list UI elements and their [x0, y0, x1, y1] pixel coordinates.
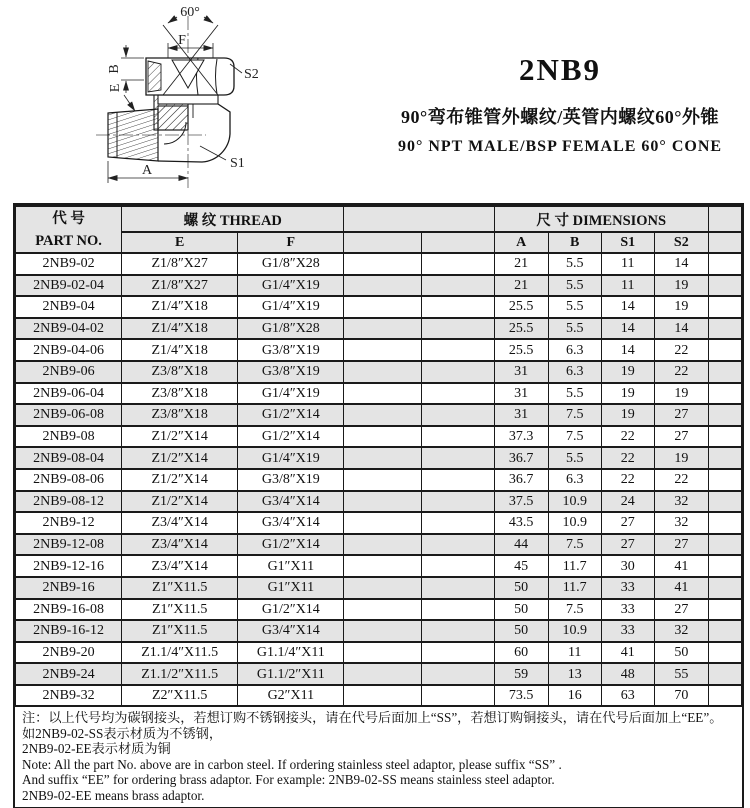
cell-thread-f: G1/4″X19 [238, 383, 344, 405]
cell-dim-b: 10.9 [548, 491, 601, 513]
cell-blank [708, 296, 741, 318]
cell-thread-e: Z2″X11.5 [122, 685, 238, 707]
cell-part-no: 2NB9-04-02 [16, 318, 122, 340]
cell-blank [421, 642, 494, 664]
table-row [16, 361, 742, 383]
table-row [16, 534, 742, 556]
parts-table-container [13, 203, 744, 808]
table-row [16, 469, 742, 491]
cell-thread-f: G1/2″X14 [238, 404, 344, 426]
cell-part-no: 2NB9-04-06 [16, 339, 122, 361]
cell-blank [421, 447, 494, 469]
cell-dim-s1: 22 [601, 426, 654, 448]
cell-thread-e: Z1/2″X14 [122, 469, 238, 491]
note-line: 2NB9-02-EE表示材质为铜 [22, 741, 171, 757]
header-part-no [16, 206, 122, 253]
cell-blank [421, 534, 494, 556]
cell-dim-s1: 11 [601, 275, 654, 297]
cell-dim-s2: 27 [654, 426, 708, 448]
cell-dim-a: 36.7 [494, 447, 548, 469]
cell-dim-a: 21 [494, 253, 548, 275]
cell-dim-a: 50 [494, 599, 548, 621]
cell-dim-b: 7.5 [548, 426, 601, 448]
cell-blank [344, 512, 421, 534]
cell-thread-e: Z1″X11.5 [122, 599, 238, 621]
cell-thread-f: G1.1/4″X11 [238, 642, 344, 664]
cell-thread-e: Z3/8″X18 [122, 404, 238, 426]
male-thread-stub [108, 109, 158, 161]
table-row [16, 275, 742, 297]
cell-blank [344, 383, 421, 405]
cell-blank [344, 642, 421, 664]
header-part-no-cn: 代 号 [52, 210, 85, 227]
header-dimensions: 尺 寸 DIMENSIONS [494, 206, 708, 232]
cell-blank [708, 383, 741, 405]
cell-blank [344, 491, 421, 513]
cell-blank [421, 599, 494, 621]
cell-dim-s2: 19 [654, 296, 708, 318]
cell-dim-a: 45 [494, 555, 548, 577]
header-col-a: A [494, 232, 548, 253]
cell-dim-a: 37.5 [494, 491, 548, 513]
cell-blank [708, 642, 741, 664]
cell-blank [708, 275, 741, 297]
cell-dim-b: 5.5 [548, 253, 601, 275]
cell-dim-a: 25.5 [494, 296, 548, 318]
note-line: Note: All the part No. above are in carbon steel. If ordering stainless steel adaptor, please suffix “SS” . [22, 756, 562, 772]
table-row [16, 555, 742, 577]
table-row [16, 404, 742, 426]
cell-thread-f: G1/4″X19 [238, 447, 344, 469]
swivel-nut [146, 58, 234, 104]
cell-part-no: 2NB9-12-16 [16, 555, 122, 577]
cell-dim-s2: 32 [654, 512, 708, 534]
cell-dim-s1: 22 [601, 447, 654, 469]
cell-part-no: 2NB9-20 [16, 642, 122, 664]
subtitle-english: 90° NPT MALE/BSP FEMALE 60° CONE [397, 138, 723, 155]
table-row [16, 685, 742, 707]
cell-dim-s1: 11 [601, 253, 654, 275]
cell-dim-s2: 41 [654, 555, 708, 577]
cell-dim-s1: 19 [601, 404, 654, 426]
cell-dim-s1: 14 [601, 339, 654, 361]
cell-blank [708, 426, 741, 448]
cell-blank [344, 577, 421, 599]
cell-blank [344, 599, 421, 621]
cell-blank [708, 339, 741, 361]
cell-dim-a: 25.5 [494, 339, 548, 361]
cell-blank [708, 512, 741, 534]
cell-dim-a: 31 [494, 404, 548, 426]
cell-dim-s1: 63 [601, 685, 654, 707]
table-row [16, 577, 742, 599]
table-row [16, 620, 742, 642]
cell-blank [708, 620, 741, 642]
table-row [16, 339, 742, 361]
subtitle-chinese: 90°弯布锥管外螺纹/英管内螺纹60°外锥 [401, 107, 719, 127]
cell-dim-a: 36.7 [494, 469, 548, 491]
cell-thread-e: Z3/8″X18 [122, 361, 238, 383]
cell-blank [421, 339, 494, 361]
cell-dim-s1: 41 [601, 642, 654, 664]
page-title: 2NB9 [518, 52, 602, 87]
cell-dim-s2: 55 [654, 663, 708, 685]
cell-blank [344, 339, 421, 361]
cell-dim-a: 37.3 [494, 426, 548, 448]
cell-dim-s2: 32 [654, 620, 708, 642]
cell-part-no: 2NB9-08 [16, 426, 122, 448]
cell-thread-f: G1/4″X19 [238, 296, 344, 318]
cell-blank [421, 512, 494, 534]
cell-blank [344, 663, 421, 685]
dimension-label-a: A [141, 163, 153, 178]
cell-dim-s1: 33 [601, 577, 654, 599]
cell-blank [708, 361, 741, 383]
cell-blank [708, 577, 741, 599]
cell-thread-e: Z1.1/4″X11.5 [122, 642, 238, 664]
cell-part-no: 2NB9-02-04 [16, 275, 122, 297]
cell-part-no: 2NB9-02 [16, 253, 122, 275]
cell-dim-s2: 14 [654, 318, 708, 340]
cell-dim-b: 16 [548, 685, 601, 707]
cell-dim-s1: 33 [601, 599, 654, 621]
cell-part-no: 2NB9-32 [16, 685, 122, 707]
cell-thread-e: Z1/2″X14 [122, 426, 238, 448]
cell-dim-s2: 27 [654, 534, 708, 556]
table-row [16, 512, 742, 534]
title-block [375, 52, 745, 156]
cell-blank [708, 447, 741, 469]
cell-part-no: 2NB9-12 [16, 512, 122, 534]
table-row [16, 599, 742, 621]
header-col-f: F [238, 232, 344, 253]
cell-thread-f: G1.1/2″X11 [238, 663, 344, 685]
cell-blank [344, 275, 421, 297]
cell-dim-s1: 48 [601, 663, 654, 685]
cell-dim-a: 59 [494, 663, 548, 685]
cell-part-no: 2NB9-08-04 [16, 447, 122, 469]
cell-dim-b: 5.5 [548, 318, 601, 340]
cell-thread-f: G1/4″X19 [238, 275, 344, 297]
table-row [16, 318, 742, 340]
parts-table [15, 205, 742, 707]
cell-dim-s1: 33 [601, 620, 654, 642]
cell-blank [344, 361, 421, 383]
header-blank [421, 232, 494, 253]
cell-blank [708, 491, 741, 513]
cell-blank [344, 469, 421, 491]
dimension-label-angle: 60° [180, 5, 200, 20]
cell-dim-a: 50 [494, 577, 548, 599]
cell-dim-s1: 19 [601, 383, 654, 405]
header-blank-right [708, 206, 741, 232]
header-col-s1: S1 [601, 232, 654, 253]
header-col-s2: S2 [654, 232, 708, 253]
cell-blank [708, 253, 741, 275]
cell-thread-e: Z3/4″X14 [122, 534, 238, 556]
cell-blank [421, 685, 494, 707]
dimension-label-f: F [178, 33, 186, 48]
cell-thread-f: G1/8″X28 [238, 318, 344, 340]
cell-blank [421, 404, 494, 426]
cell-dim-s2: 70 [654, 685, 708, 707]
cell-thread-e: Z3/4″X14 [122, 555, 238, 577]
cell-blank [708, 404, 741, 426]
cell-part-no: 2NB9-16-12 [16, 620, 122, 642]
note-line: 如2NB9-02-SS表示材质为不锈钢， [22, 725, 223, 741]
cell-blank [344, 253, 421, 275]
cell-part-no: 2NB9-16 [16, 577, 122, 599]
cell-part-no: 2NB9-12-08 [16, 534, 122, 556]
cell-blank [708, 555, 741, 577]
cell-dim-s1: 19 [601, 361, 654, 383]
cell-dim-b: 7.5 [548, 404, 601, 426]
cell-thread-f: G1/2″X14 [238, 426, 344, 448]
cell-thread-f: G1/2″X14 [238, 599, 344, 621]
technical-drawing [30, 0, 350, 200]
cell-blank [421, 469, 494, 491]
table-row [16, 491, 742, 513]
cell-thread-f: G3/8″X19 [238, 361, 344, 383]
cell-thread-f: G2″X11 [238, 685, 344, 707]
cell-dim-s2: 19 [654, 447, 708, 469]
cell-dim-s2: 22 [654, 469, 708, 491]
cell-dim-b: 11 [548, 642, 601, 664]
header-thread: 螺 纹 THREAD [122, 206, 344, 232]
cell-blank [708, 318, 741, 340]
cell-dim-a: 25.5 [494, 318, 548, 340]
cell-dim-s1: 14 [601, 318, 654, 340]
cell-dim-s2: 22 [654, 361, 708, 383]
dimension-label-s1: S1 [230, 156, 245, 171]
cell-blank [708, 534, 741, 556]
cell-blank [708, 469, 741, 491]
cell-dim-a: 50 [494, 620, 548, 642]
cell-blank [344, 404, 421, 426]
cell-thread-e: Z1″X11.5 [122, 620, 238, 642]
table-row [16, 642, 742, 664]
cell-dim-s1: 14 [601, 296, 654, 318]
note-line: 注：以上代号均为碳钢接头，若想订购不锈钢接头，请在代号后面加上“SS”，若想订购铜接头，请在代号后面加上“EE”。 [22, 710, 723, 726]
note-box [15, 707, 742, 806]
cell-thread-f: G1″X11 [238, 555, 344, 577]
note-line: And suffix “EE” for ordering brass adaptor. For example: 2NB9-02-SS means stainless steel adaptor. [22, 772, 555, 788]
cell-blank [421, 620, 494, 642]
header-col-e: E [122, 232, 238, 253]
cell-dim-b: 5.5 [548, 275, 601, 297]
cell-thread-e: Z1/4″X18 [122, 339, 238, 361]
header-col-b: B [548, 232, 601, 253]
table-body [16, 253, 742, 706]
dimension-label-e: E [108, 83, 123, 93]
cell-thread-e: Z1.1/2″X11.5 [122, 663, 238, 685]
cell-blank [421, 275, 494, 297]
cell-thread-f: G3/4″X14 [238, 491, 344, 513]
cell-blank [421, 296, 494, 318]
cell-dim-b: 6.3 [548, 469, 601, 491]
cell-blank [421, 663, 494, 685]
cell-dim-s2: 14 [654, 253, 708, 275]
table-row [16, 253, 742, 275]
cell-part-no: 2NB9-06 [16, 361, 122, 383]
cell-dim-b: 5.5 [548, 296, 601, 318]
cell-thread-e: Z1/2″X14 [122, 491, 238, 513]
cell-blank [344, 620, 421, 642]
cell-dim-s2: 41 [654, 577, 708, 599]
cell-blank [421, 383, 494, 405]
cell-thread-f: G1/2″X14 [238, 534, 344, 556]
cell-blank [344, 534, 421, 556]
header-part-no-en: PART NO. [35, 232, 102, 249]
cell-dim-s2: 22 [654, 339, 708, 361]
cell-thread-e: Z1/8″X27 [122, 275, 238, 297]
cell-dim-b: 6.3 [548, 339, 601, 361]
cell-part-no: 2NB9-06-08 [16, 404, 122, 426]
table-row [16, 383, 742, 405]
cell-dim-s2: 27 [654, 404, 708, 426]
cell-thread-f: G3/8″X19 [238, 339, 344, 361]
cell-thread-f: G3/4″X14 [238, 512, 344, 534]
cell-dim-b: 13 [548, 663, 601, 685]
cell-dim-s2: 32 [654, 491, 708, 513]
header-blank [708, 232, 741, 253]
cell-blank [421, 555, 494, 577]
cell-dim-b: 5.5 [548, 383, 601, 405]
dimension-label-b: B [107, 64, 122, 74]
cell-blank [708, 599, 741, 621]
cell-part-no: 2NB9-24 [16, 663, 122, 685]
header-blank [344, 232, 421, 253]
table-row [16, 663, 742, 685]
cell-blank [344, 555, 421, 577]
note-line: 2NB9-02-EE means brass adaptor. [22, 787, 205, 803]
cell-thread-e: Z1/4″X18 [122, 296, 238, 318]
cell-dim-s1: 24 [601, 491, 654, 513]
cell-dim-s2: 50 [654, 642, 708, 664]
cell-dim-a: 21 [494, 275, 548, 297]
cell-thread-e: Z1/4″X18 [122, 318, 238, 340]
cell-dim-a: 31 [494, 383, 548, 405]
cell-blank [421, 426, 494, 448]
cell-dim-s2: 19 [654, 275, 708, 297]
cell-dim-b: 5.5 [548, 447, 601, 469]
cell-thread-e: Z3/4″X14 [122, 512, 238, 534]
table-row [16, 296, 742, 318]
cell-part-no: 2NB9-04 [16, 296, 122, 318]
cell-thread-f: G1/8″X28 [238, 253, 344, 275]
cell-dim-a: 31 [494, 361, 548, 383]
cell-blank [421, 361, 494, 383]
table-row [16, 426, 742, 448]
cell-part-no: 2NB9-08-06 [16, 469, 122, 491]
cell-dim-s1: 30 [601, 555, 654, 577]
cell-thread-f: G1″X11 [238, 577, 344, 599]
cell-dim-a: 73.5 [494, 685, 548, 707]
cell-thread-e: Z1/8″X27 [122, 253, 238, 275]
cell-blank [344, 318, 421, 340]
cell-blank [344, 447, 421, 469]
cell-dim-s2: 27 [654, 599, 708, 621]
cell-blank [708, 663, 741, 685]
cell-dim-b: 10.9 [548, 620, 601, 642]
cell-blank [421, 253, 494, 275]
cell-dim-s1: 27 [601, 512, 654, 534]
cell-blank [421, 577, 494, 599]
dimension-label-s2: S2 [244, 67, 259, 82]
header-blank-middle [344, 206, 494, 232]
table-row [16, 447, 742, 469]
cell-blank [421, 318, 494, 340]
cell-dim-b: 11.7 [548, 555, 601, 577]
cell-blank [708, 685, 741, 707]
cell-thread-e: Z1/2″X14 [122, 447, 238, 469]
cell-part-no: 2NB9-16-08 [16, 599, 122, 621]
cell-dim-b: 7.5 [548, 534, 601, 556]
cell-thread-f: G3/8″X19 [238, 469, 344, 491]
cell-thread-e: Z3/8″X18 [122, 383, 238, 405]
cell-thread-e: Z1″X11.5 [122, 577, 238, 599]
cell-dim-a: 44 [494, 534, 548, 556]
cell-dim-b: 11.7 [548, 577, 601, 599]
cell-blank [344, 685, 421, 707]
cell-dim-s2: 19 [654, 383, 708, 405]
cell-dim-a: 43.5 [494, 512, 548, 534]
cell-blank [421, 491, 494, 513]
cell-blank [344, 426, 421, 448]
cell-part-no: 2NB9-08-12 [16, 491, 122, 513]
cell-dim-b: 7.5 [548, 599, 601, 621]
cell-part-no: 2NB9-06-04 [16, 383, 122, 405]
cell-blank [344, 296, 421, 318]
cell-dim-s1: 27 [601, 534, 654, 556]
cell-dim-b: 6.3 [548, 361, 601, 383]
cell-thread-f: G3/4″X14 [238, 620, 344, 642]
cell-dim-a: 60 [494, 642, 548, 664]
cell-dim-b: 10.9 [548, 512, 601, 534]
cell-dim-s1: 22 [601, 469, 654, 491]
